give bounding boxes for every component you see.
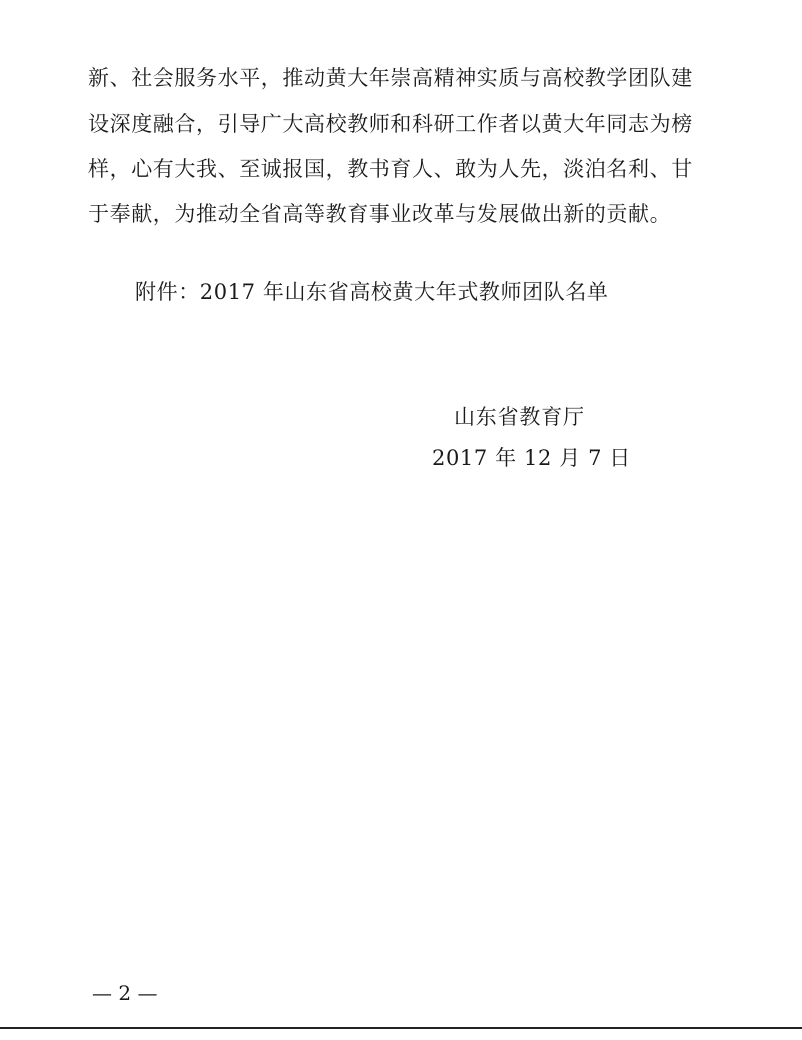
bottom-divider	[0, 1027, 802, 1029]
body-text-line-2: 设深度融合，引导广大高校教师和科研工作者以黄大年同志为榜	[88, 112, 693, 136]
body-text-line-1: 新、社会服务水平，推动黄大年崇高精神实质与高校教学团队建	[88, 66, 693, 90]
attachment-line: 附件：2017 年山东省高校黄大年式教师团队名单	[135, 280, 609, 304]
page-number: — 2 —	[92, 981, 158, 1005]
body-text-line-4: 于奉献，为推动全省高等教育事业改革与发展做出新的贡献。	[88, 202, 672, 226]
issuer-signature: 山东省教育厅	[454, 405, 585, 429]
issue-date: 2017 年 12 月 7 日	[432, 446, 631, 470]
body-text-line-3: 样，心有大我、至诚报国，教书育人、敢为人先，淡泊名利、甘	[88, 157, 693, 181]
